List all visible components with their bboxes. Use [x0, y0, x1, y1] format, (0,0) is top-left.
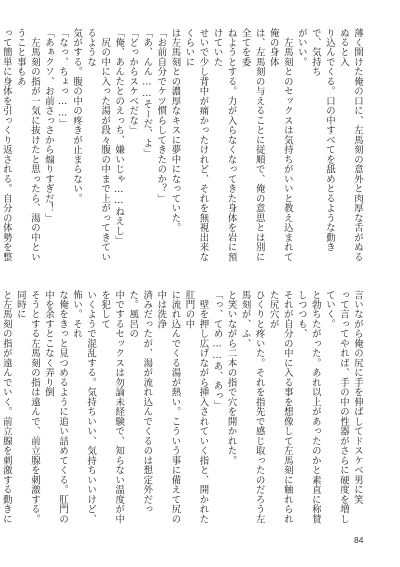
text-line: 「お前自分でケツ慣らしてきたのか？」 [155, 28, 167, 204]
text-line: は、左馬刻の与えることに従順で、俺の意思とは別に全てを委 [239, 28, 265, 262]
text-line: いくようで混乱する。気持ちいい、気持ちいいけど、怖い。それ [71, 290, 97, 524]
text-line: 中でするセックスは勿論未経験で、知らない温度が中を犯して [99, 290, 125, 524]
text-line: と笑いながら二本の指で穴を開かれた。 [225, 290, 237, 466]
text-line: 「っ、てめ……あ、あっ」 [211, 290, 223, 411]
text-line: ひくりと疼いた。それを指先で感じ取ったのだろう左馬刻が、ふ、 [239, 290, 265, 524]
text-line: と勃ちたがった。あれ以上があったのかと素直に称賛しつつも、 [295, 290, 321, 524]
text-line: 「なっ、ちょっ……」 [57, 28, 69, 129]
text-line: 「あ、んん……そーだ、よ」 [141, 28, 153, 158]
text-line: それが自分の中に入る事を想像して左馬刻に触れられた尻穴が [267, 290, 293, 524]
text-line: と左馬刻の指が遠んでいく。前立腺を刺激する動きに [0, 290, 12, 524]
page-number: 84 [354, 535, 364, 545]
lower-text-block [0, 290, 364, 532]
text-line: 薄く開けた俺の口に、左馬刻の意外と肉厚な舌がぬるぬると入 [337, 28, 363, 262]
text-line: 「あぁクソ、お前さっさから煽りすぎだ！」 [42, 28, 54, 223]
text-line: 気がする。腹の中の疼きが止まらない。 [71, 28, 83, 204]
text-line: 左馬刻とのセックスは気持ちがいいと教え込まれて俺の身体 [267, 28, 293, 262]
text-line: って簡単に身体を引っくり返される。自分の体勢を整 [0, 28, 12, 262]
text-line: に流れ込んでくる湯が熱い。こういう事に備えて尻の中は洗浄 [155, 290, 181, 524]
text-line: は左馬刻との濃厚なキスに夢中になっていた。 [169, 28, 181, 233]
text-line: 左馬刻の指が一気に抜けたと思ったら、湯の中ということ事もあ [14, 28, 40, 262]
text-line: 言いながら俺の尻に手を伸ばしてドスケベ男に笑 [352, 290, 363, 505]
text-line: な俺をきっと見つめるように追い詰めてくる。肛門の中を余すとこなく弄り倒 [42, 290, 69, 524]
text-line: り込んでくる。口の中すべてを舐めとるような動きで、気持ち [309, 28, 335, 253]
text-line: って言ってやれば、手の中の性器がさらに硬度を増していく。 [323, 290, 349, 524]
text-line: 「どっからスケベだな」 [127, 28, 139, 136]
text-line: 済みだったが、湯が流れ込んでくるのは想定外だった。風呂の [127, 290, 153, 515]
upper-text-block [0, 28, 364, 270]
text-line: がいい。 [295, 28, 307, 67]
text-line: ねようとする。力が入らなくなってきた身体を岩に預けていた [211, 28, 237, 262]
text-line: 尻の中に入った湯が段々腹の中まで上がってきているような [85, 28, 111, 262]
text-line: 壁を押し広げながら挿入されていく指と、開かれた肛門の中 [183, 290, 209, 524]
text-line: せいで少し背中が痛かったけれど、それを無視出来なくらいに [183, 28, 209, 262]
text-line: そうとする左馬刻の指は遠んで、前立腺を刺激する。同時に [14, 290, 40, 524]
text-line: 「俺、あんたとのえっち、嫌いじゃ……ねえし」 [113, 28, 125, 246]
